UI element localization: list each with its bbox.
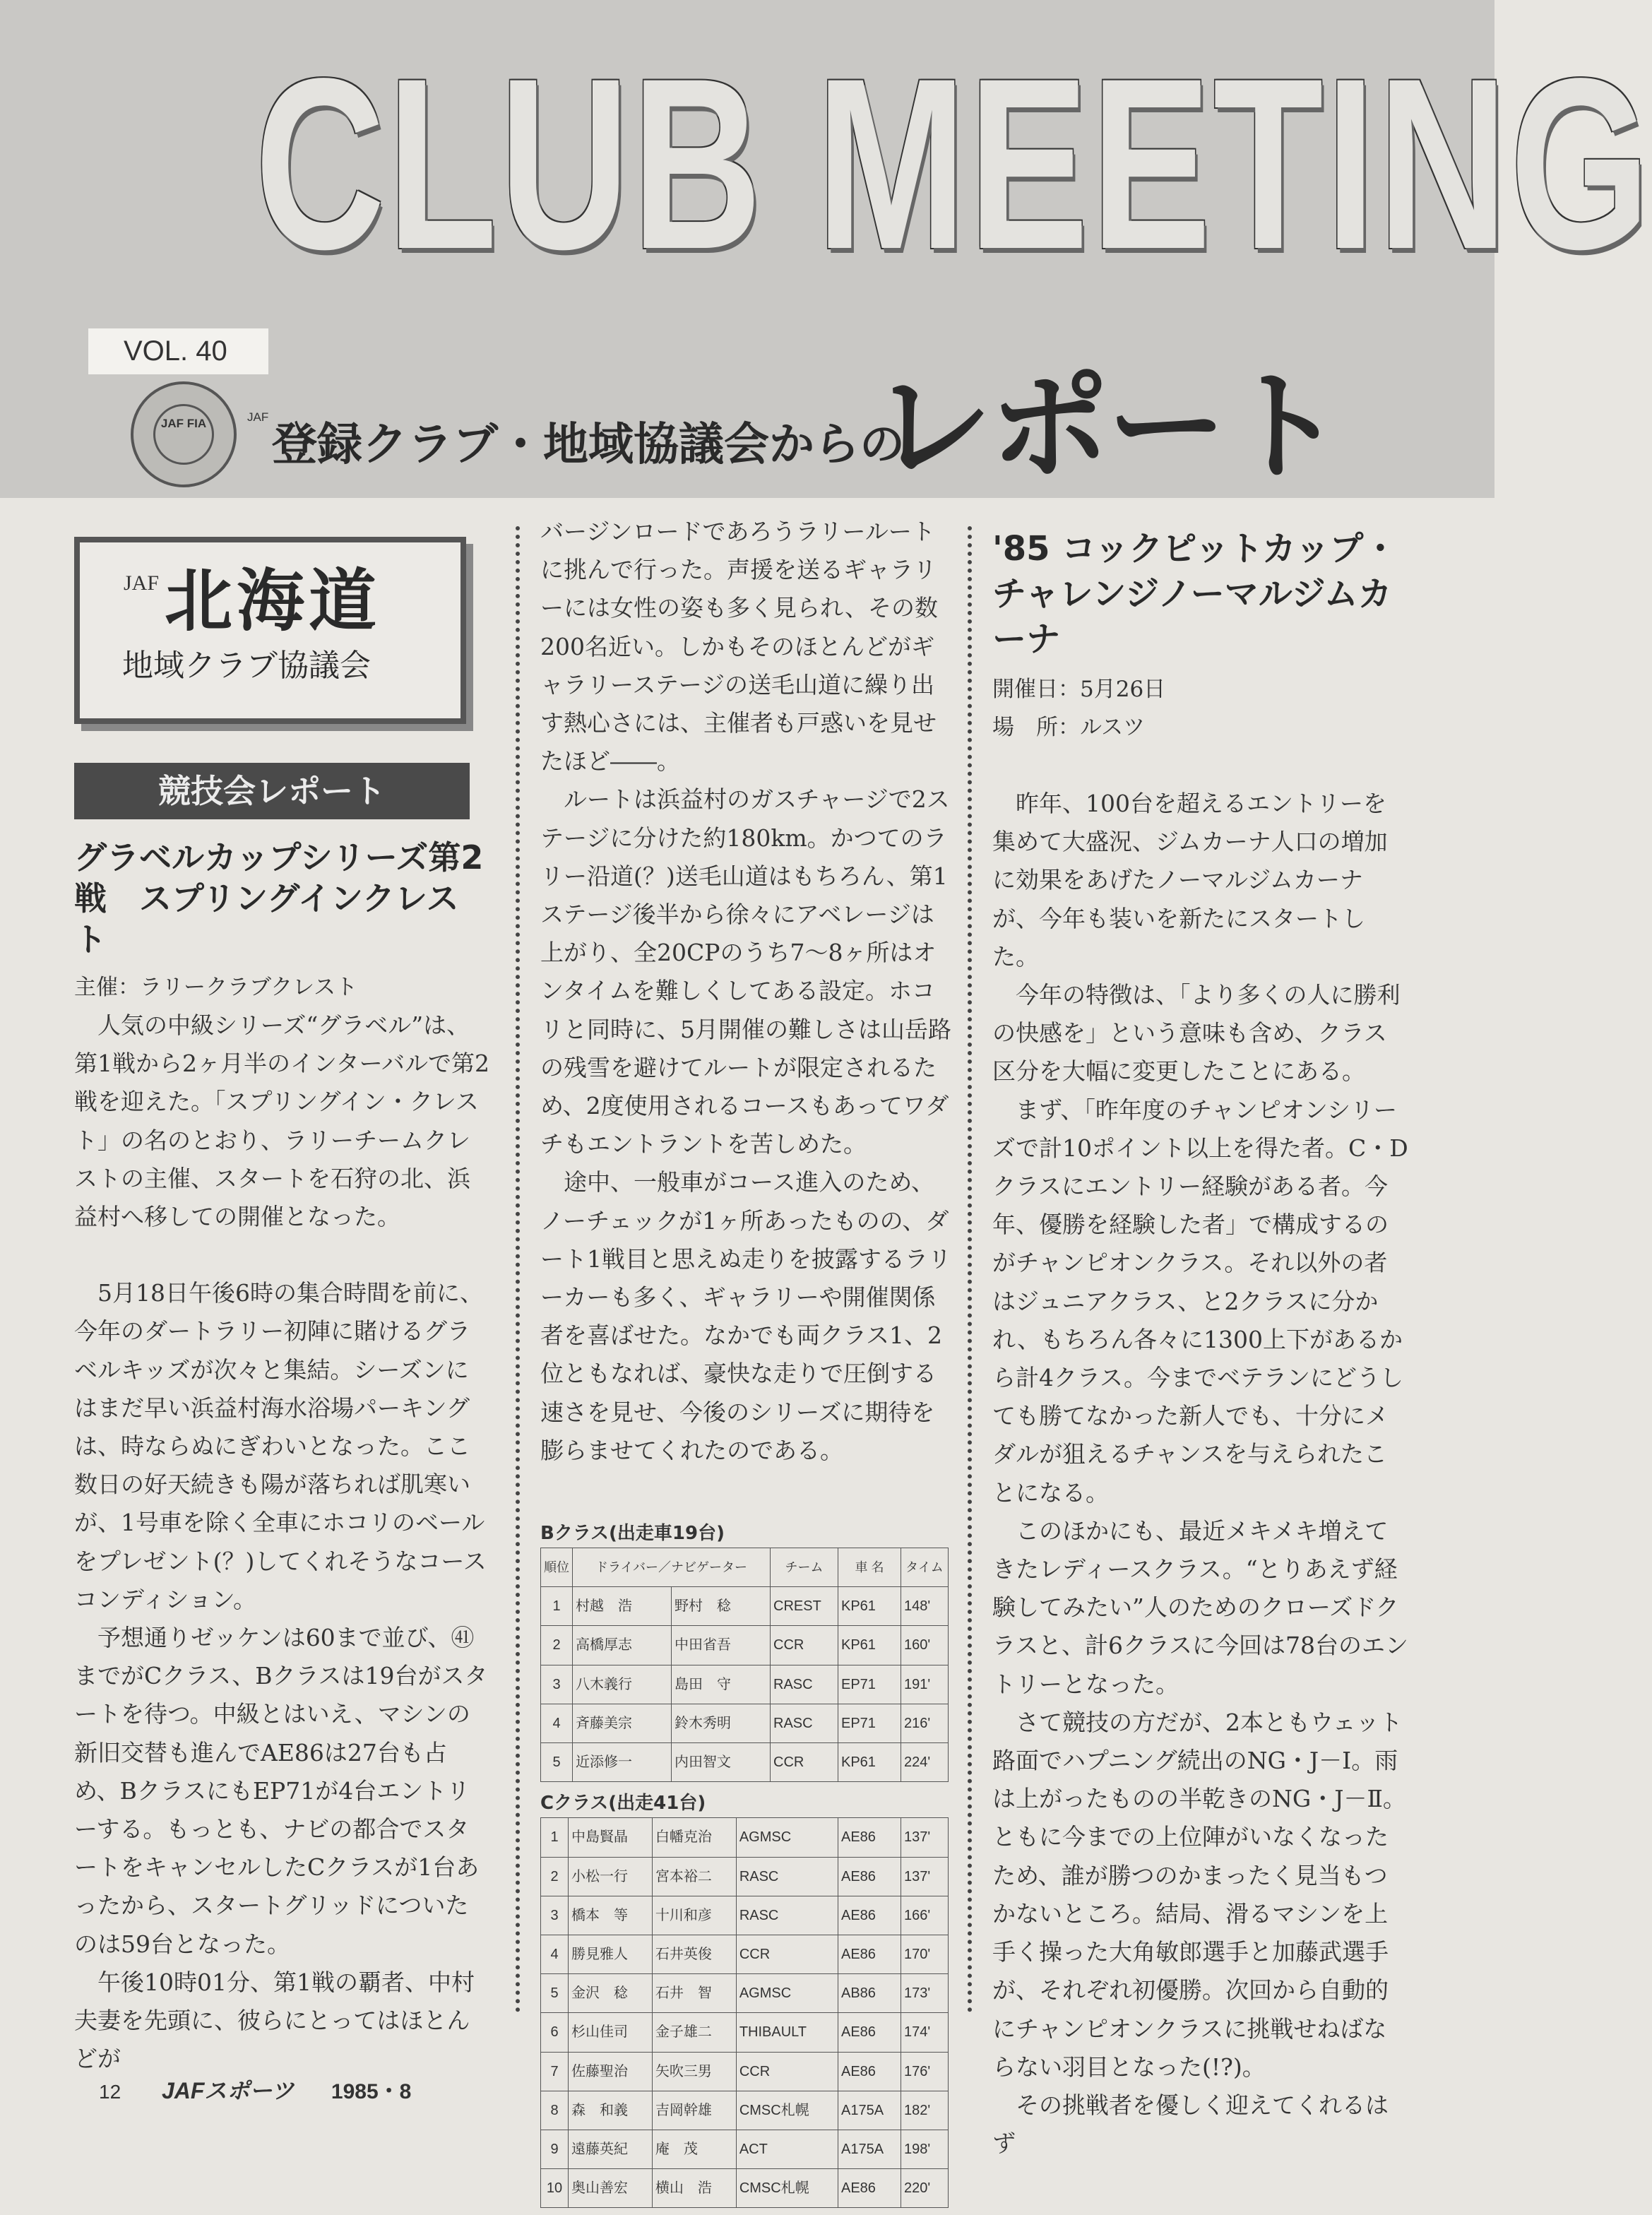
results-table [540, 1817, 949, 2208]
table-header-cell: タイム [901, 1548, 949, 1587]
results-table-title: Bクラス(出走車19台) [540, 1523, 725, 1545]
table-cell: 遠藤英紀 [569, 2130, 653, 2168]
paragraph: 5月18日午後6時の集合時間を前に、今年のダートラリー初陣に賭けるグラベルキッズが次々と集結。シーズンにはまだ早い浜益村海水浴場パーキングは、時ならぬにぎわいとなった。ここ数日の好天続きも陽が落ちれば肌寒いが、1号車を除く全車にホコリのベールをプレゼント(？)してくれそうなコースコンディション。 [74, 1279, 487, 1613]
table-cell: 166' [901, 1896, 949, 1935]
paragraph: バージンロードであろうラリールートに挑んで行った。声援を送るギャラリーには女性の姿も多く見られ、その数200名近い。しかもそのほとんどがギャラリーステージの送毛山道に繰り出す熱心さには、主催者も戸惑いを見せたほど――。 [540, 518, 938, 776]
issue-date: 1985・8 [331, 2080, 412, 2103]
table-header-cell: 順位 [541, 1548, 573, 1587]
table-cell: AE86 [838, 1818, 901, 1857]
table-cell: 吉岡幹雄 [652, 2091, 736, 2130]
table-cell: 佐藤聖治 [569, 2052, 653, 2091]
table-cell: RASC [736, 1857, 838, 1896]
table-cell: 7 [541, 2052, 569, 2091]
paragraph: ルートは浜益村のガスチャージで2ステージに分けた約180km。かつてのラリー沿道(？)送毛山道はもちろん、第1ステージ後半から徐々にアベレージは上がり、全20CPのうち7～8ヶ所はオンタイムを難しくしてある設定。ホコリと同時に、5月開催の難しさは山岳路の残雪を避けてルートが限定されるため、2度使用されるコースもあってワダチもエントラントを苦しめた。 [540, 785, 951, 1158]
table-cell: 220' [901, 2169, 949, 2208]
table-cell: 137' [901, 1818, 949, 1857]
table-cell: 173' [901, 1974, 949, 2013]
volume-label: VOL. 40 [88, 328, 268, 374]
table-cell: 八木義行 [573, 1665, 672, 1704]
table-cell: RASC [771, 1665, 838, 1704]
table-cell: 橋本 等 [569, 1896, 653, 1935]
table-spacer [540, 1470, 951, 1519]
table-row [541, 1704, 949, 1742]
table-cell: AGMSC [736, 1818, 838, 1857]
table-row [541, 1935, 949, 1973]
table-cell: AB86 [838, 1974, 901, 2013]
table-cell: CCR [771, 1743, 838, 1782]
table-cell: CCR [771, 1626, 838, 1665]
table-cell: 石井 智 [652, 1974, 736, 2013]
table-row [541, 1974, 949, 2013]
logo-mark-text: JAF FIA [160, 417, 207, 430]
table-cell: 宮本裕二 [652, 1857, 736, 1896]
table-cell: THIBAULT [736, 2013, 838, 2052]
table-cell: KP61 [838, 1743, 901, 1782]
paragraph: 今年の特徴は、「より多くの人に勝利の快感を」という意味も含め、クラス区分を大幅に変更したことにある。 [992, 981, 1401, 1086]
results-table-c [540, 1789, 951, 2208]
table-cell: 2 [541, 1626, 573, 1665]
table-cell: EP71 [838, 1704, 901, 1742]
region-box-hokkaido [74, 537, 466, 724]
table-row [541, 2052, 949, 2091]
table-cell: 矢吹三男 [652, 2052, 736, 2091]
table-row [541, 2091, 949, 2130]
table-cell: AE86 [838, 1935, 901, 1973]
table-cell: 4 [541, 1704, 573, 1742]
table-cell: 杉山佳司 [569, 2013, 653, 2052]
table-cell: KP61 [838, 1587, 901, 1626]
table-header-cell: チーム [771, 1548, 838, 1587]
table-cell: 198' [901, 2130, 949, 2168]
table-cell: 鈴木秀明 [672, 1704, 771, 1742]
table-cell: 内田智文 [672, 1743, 771, 1782]
table-body [541, 1818, 949, 2208]
table-cell: 中島賢晶 [569, 1818, 653, 1857]
event-date: 開催日：5月26日 [992, 677, 1166, 702]
table-cell: 十川和彦 [652, 1896, 736, 1935]
table-cell: CMSC札幌 [736, 2169, 838, 2208]
table-cell: KP61 [838, 1626, 901, 1665]
table-cell: 4 [541, 1935, 569, 1973]
table-cell: 村越 浩 [573, 1587, 672, 1626]
table-cell: AGMSC [736, 1974, 838, 2013]
paragraph: 昨年、100台を超えるエントリーを集めて大盛況、ジムカーナ人口の増加に効果をあげたノーマルジムカーナが、今年も装いを新たにスタートした。 [992, 790, 1388, 970]
paragraph-gap [74, 1236, 491, 1274]
table-cell: 170' [901, 1935, 949, 1973]
table-row [541, 1626, 949, 1665]
paragraph: その挑戦者を優しく迎えてくれるはず [992, 2091, 1389, 2158]
region-council: 地域クラブ協議会 [122, 648, 371, 684]
table-row [541, 1743, 949, 1782]
results-table-title: Cクラス(出走41台) [540, 1793, 706, 1815]
table-cell: 石井英俊 [652, 1935, 736, 1973]
region-name: 北海道 [165, 562, 381, 641]
table-cell: 森 和義 [569, 2091, 653, 2130]
article-headline-gravel: グラベルカップシリーズ第2戦 スプリングインクレスト [74, 838, 484, 958]
table-cell: AE86 [838, 1857, 901, 1896]
table-cell: 高橋厚志 [573, 1626, 672, 1665]
table-cell: AE86 [838, 2013, 901, 2052]
table-cell: 9 [541, 2130, 569, 2168]
paragraph: 人気の中級シリーズ“グラベル”は、第1戦から2ヶ月半のインターバルで第2戦を迎えた。「スプリングイン・クレスト」の名のとおり、ラリーチームクレストの主催、スタートを石狩の北、浜益村へ移しての開催となった。 [74, 1011, 490, 1231]
club-meeting-title: CLUB MEETING [254, 28, 1652, 300]
jaf-vertical-label: JAF [247, 410, 269, 424]
table-cell: AE86 [838, 1896, 901, 1935]
table-cell: 金沢 稔 [569, 1974, 653, 2013]
table-cell: 191' [901, 1665, 949, 1704]
article-column-1 [74, 537, 491, 2078]
table-cell: EP71 [838, 1665, 901, 1704]
table-row [541, 1587, 949, 1626]
table-cell: 8 [541, 2091, 569, 2130]
results-table [540, 1548, 949, 1782]
table-cell: 白幡克治 [652, 1818, 736, 1857]
table-cell: 1 [541, 1818, 569, 1857]
table-cell: CMSC札幌 [736, 2091, 838, 2130]
article-column-3 [992, 526, 1409, 2163]
table-cell: 島田 守 [672, 1665, 771, 1704]
table-cell: 5 [541, 1743, 573, 1782]
table-cell: AE86 [838, 2169, 901, 2208]
paragraph: このほかにも、最近メキメキ増えてきたレディースクラス。“とりあえず経験してみたい”人のためのクローズドクラスと、計6クラスに今回は78台のエントリーとなった。 [992, 1516, 1409, 1698]
table-cell: 金子雄二 [652, 2013, 736, 2052]
table-cell: 176' [901, 2052, 949, 2091]
table-row [541, 1665, 949, 1704]
table-cell: 2 [541, 1857, 569, 1896]
table-cell: RASC [736, 1896, 838, 1935]
table-row [541, 1818, 949, 1857]
table-cell: 224' [901, 1743, 949, 1782]
table-cell: 182' [901, 2091, 949, 2130]
report-big-word: レポート [872, 357, 1342, 497]
table-row [541, 2013, 949, 2052]
results-table-b [540, 1519, 951, 1782]
column-divider-1 [516, 526, 520, 2013]
paragraph: さて競技の方だが、2本ともウェット路面でハプニング続出のNG・J－Ⅰ。雨は上がったものの半乾きのNG・J－Ⅱ。ともに今までの上位陣がいなくなったため、誰が勝つのかまったく見当もつかないところ。結局、滑るマシンを上手く操った大角敏郎選手と加藤武選手が、それぞれ初優勝。次回から自動的にチャンピオンクラスに挑戦せねばならない羽目となった(!?)。 [992, 1708, 1406, 2081]
table-cell: 5 [541, 1974, 569, 2013]
table-cell: 勝見雅人 [569, 1935, 653, 1973]
logo-inner-ring [153, 404, 214, 465]
table-row [541, 1896, 949, 1935]
page-number: 12 [99, 2081, 121, 2103]
event-venue: 場 所：ルスツ [992, 715, 1146, 740]
section-label-bar: 競技会レポート [74, 763, 470, 819]
paragraph: 予想通りゼッケンは60まで並び、㊶までがCクラス、Bクラスは19台がスタートを待つ。中級とはいえ、マシンの新旧交替も進んでAE86は27台も占め、BクラスにもEP71が4台エントリーする。もっとも、ナビの都合でスタートをキャンセルしたCクラスが1台あったから、スタートグリッドについたのは59台となった。 [74, 1624, 488, 1958]
table-row [541, 1857, 949, 1896]
table-cell: 3 [541, 1665, 573, 1704]
table-cell: 近添修一 [573, 1743, 672, 1782]
table-row [541, 2169, 949, 2208]
table-cell: 174' [901, 2013, 949, 2052]
table-cell: 横山 浩 [652, 2169, 736, 2208]
table-cell: RASC [771, 1704, 838, 1742]
table-cell: 斉藤美宗 [573, 1704, 672, 1742]
table-cell: 庵 茂 [652, 2130, 736, 2168]
paragraph: 途中、一般車がコース進入のため、ノーチェックが1ヶ所あったものの、ダート1戦目と思えぬ走りを披露するラリーカーも多く、ギャラリーや開催関係者を喜ばせた。なかでも両クラス1、2位ともなれば、豪快な走りで圧倒する速さを見せ、今後のシリーズに期待を膨らませてくれたのである。 [540, 1168, 951, 1464]
table-cell: CCR [736, 2052, 838, 2091]
table-cell: 6 [541, 2013, 569, 2052]
table-cell: ACT [736, 2130, 838, 2168]
table-body [541, 1587, 949, 1782]
table-cell: A175A [838, 2091, 901, 2130]
header-band [0, 0, 1652, 498]
table-cell: 3 [541, 1896, 569, 1935]
table-cell: 137' [901, 1857, 949, 1896]
page-footer [99, 2073, 411, 2106]
region-jaf-label: JAF [124, 571, 160, 595]
paragraph-gap [992, 747, 1409, 785]
table-cell: 中田省吾 [672, 1626, 771, 1665]
table-cell: 10 [541, 2169, 569, 2208]
paragraph: 午後10時01分、第1戦の覇者、中村夫妻を先頭に、彼らにとってはほとんどが [74, 1968, 475, 2073]
table-cell: 160' [901, 1626, 949, 1665]
table-cell: AE86 [838, 2052, 901, 2091]
table-cell: 216' [901, 1704, 949, 1742]
table-cell: 奥山善宏 [569, 2169, 653, 2208]
table-cell: A175A [838, 2130, 901, 2168]
table-cell: 野村 稔 [672, 1587, 771, 1626]
table-cell: CCR [736, 1935, 838, 1973]
table-cell: CREST [771, 1587, 838, 1626]
table-cell: 小松一行 [569, 1857, 653, 1896]
article-organizer: 主催：ラリークラブクレスト [74, 975, 358, 1000]
column-divider-2 [968, 526, 972, 2013]
report-subtitle: 登録クラブ・地域協議会からの [272, 419, 905, 471]
magazine-name: JAFスポーツ [161, 2078, 295, 2103]
article-column-2 [540, 513, 951, 2215]
paragraph: まず、「昨年度のチャンピオンシリーズで計10ポイント以上を得た者。C・Dクラスにエントリー経験がある者。今年、優勝を経験した者」で構成するのがチャンピオンクラス。それ以外の者はジュニアクラス、と2クラスに分かれ、もちろん各々に1300上下があるから計4クラス。今までベテランにどうしても勝てなかった新人でも、十分にメダルが狙えるチャンスを与えられたことになる。 [992, 1095, 1408, 1507]
table-row [541, 2130, 949, 2168]
table-cell: 1 [541, 1587, 573, 1626]
table-header-cell: 車 名 [838, 1548, 901, 1587]
table-header-row [541, 1548, 949, 1587]
article-headline-gymkhana: '85 コックピットカップ・チャレンジノーマルジムカーナ [992, 529, 1398, 659]
jaf-fia-logo [131, 381, 237, 487]
table-header-cell: ドライバー／ナビゲーター [573, 1548, 771, 1587]
table-cell: 148' [901, 1587, 949, 1626]
